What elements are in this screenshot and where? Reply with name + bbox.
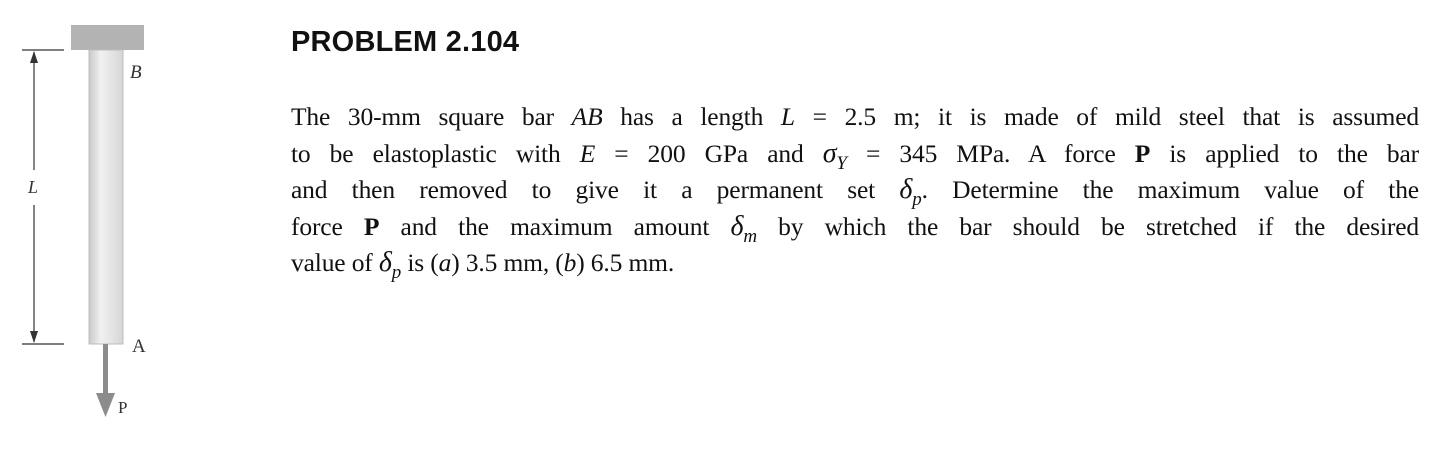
problem-line-1: The 30-mm square bar AB has a length L = 2.5 m; it is made of mild steel that is assumed — [291, 102, 1419, 131]
fixed-support — [71, 25, 144, 50]
problem-line-2: to be elastoplastic with E = 200 GPa and $\sigma_Y = 345$ MPa. A force P is applied to the bar — [291, 137, 1420, 174]
bar-figure — [0, 0, 200, 454]
label-p: P — [118, 398, 128, 417]
problem-statement — [291, 99, 1419, 282]
label-a: A — [132, 336, 146, 357]
force-arrow-head-icon — [96, 393, 115, 417]
problem-line-4: force P and the maximum amount $\delta_m$ by which the bar should be stretched if the desired — [291, 210, 1419, 247]
label-l: L — [28, 177, 39, 197]
dimension-arrow-down-icon — [30, 331, 38, 343]
problem-line-5: value of $\delta_p$ is (a) 3.5 mm, (b) 6.5 mm. — [291, 247, 675, 283]
bar-ab — [89, 50, 123, 344]
dimension-arrow-up-icon — [30, 51, 38, 63]
label-b: B — [130, 62, 142, 83]
problem-title: PROBLEM 2.104 — [291, 26, 520, 58]
problem-line-3: and then removed to give it a permanent set $\delta_p$. Determine the maximum value of the — [291, 174, 1419, 210]
force-arrow-shaft — [103, 344, 108, 396]
bar-diagram — [0, 0, 200, 454]
